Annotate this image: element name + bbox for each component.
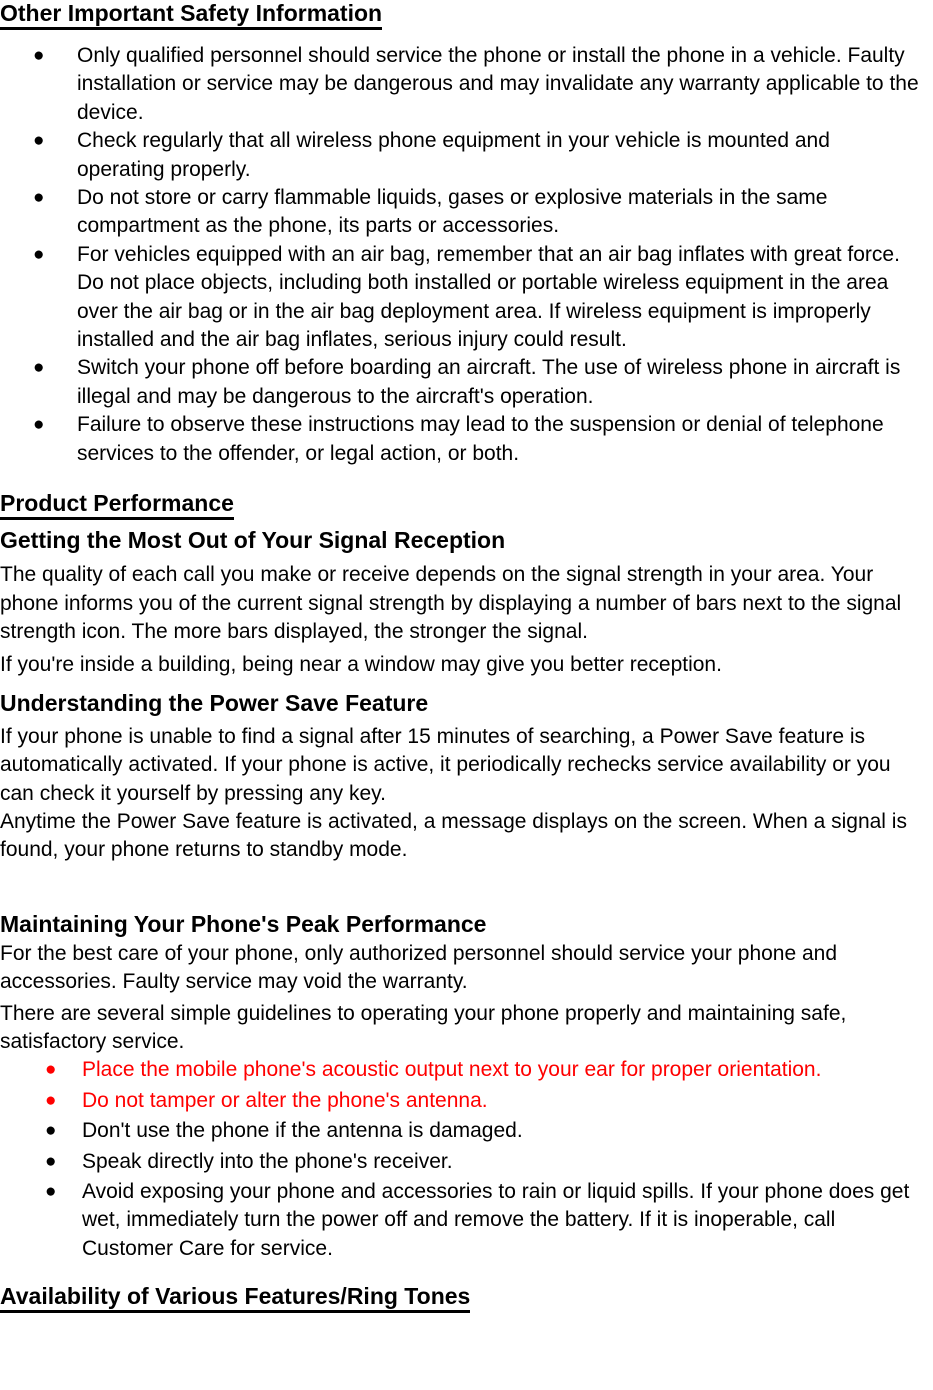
list-item — [0, 127, 933, 184]
list-item — [0, 42, 933, 127]
subheading-power-save: Understanding the Power Save Feature — [0, 689, 429, 716]
paragraph-signal-quality: The quality of each call you make or receive depends on the signal strength in your area. Your phone informs you of the current signal strength by displaying a number of bars next to the signal strength icon. The more bars displayed, the stronger the signal. — [0, 563, 902, 643]
list-item-text: Speak directly into the phone's receiver. — [82, 1149, 453, 1173]
list-item-text: For vehicles equipped with an air bag, remember that an air bag inflates with great force. Do not place objects, including both installed or portable wireless equipment in the area over the air bag or in the air bag deployment area. If wireless equipment is improperly installed and the air bag inflates, serious injury could result. — [77, 242, 900, 352]
subheading-signal-reception: Getting the Most Out of Your Signal Reception — [0, 527, 506, 554]
list-item-text: Don't use the phone if the antenna is damaged. — [82, 1119, 523, 1143]
bullet-icon: ● — [33, 130, 45, 152]
paragraph-power-save-2: Anytime the Power Save feature is activated, a message displays on the screen. When a signal is found, your phone returns to standby mode. — [0, 809, 907, 862]
bullet-icon: ● — [45, 1089, 57, 1111]
list-item — [0, 241, 933, 355]
bullet-icon: ● — [33, 45, 45, 66]
heading-underline-text: Availability of Various Features/Ring Tones — [0, 1283, 470, 1313]
bullet-icon: ● — [33, 187, 45, 209]
list-item — [0, 411, 933, 468]
list-item-text: Check regularly that all wireless phone equipment in your vehicle is mounted and operating properly. — [77, 129, 830, 181]
list-item-text: Do not store or carry flammable liquids, gases or explosive materials in the same compartment as the phone, its parts or accessories. — [77, 186, 828, 238]
list-item — [0, 1087, 933, 1115]
bullet-icon: ● — [45, 1059, 57, 1081]
bullet-icon: ● — [33, 243, 45, 265]
heading-other-important-safety-information — [0, 0, 933, 30]
heading-availability-features-ring-tones — [0, 1283, 933, 1313]
paragraph-window-reception: If you're inside a building, being near a window may give you better reception. — [0, 653, 722, 677]
paragraph-peak-2: There are several simple guidelines to operating your phone properly and maintaining safe, satisfactory service. — [0, 1001, 847, 1053]
list-item — [0, 1117, 933, 1145]
list-item-text: Place the mobile phone's acoustic output next to your ear for proper orientation. — [82, 1058, 822, 1082]
guidelines-bullet-list — [0, 1056, 933, 1263]
list-item-text: Switch your phone off before boarding an aircraft. The use of wireless phone in aircraft is illegal and may be dangerous to the aircraft's operation. — [77, 356, 901, 408]
bullet-icon: ● — [45, 1120, 57, 1142]
list-item-text: Only qualified personnel should service the phone or install the phone in a vehicle. Faulty installation or service may be dangerous and may invalidate any warranty applicable to the device. — [77, 44, 919, 124]
list-item — [0, 1148, 933, 1176]
bullet-icon: ● — [45, 1181, 57, 1202]
heading-underline-text: Product Performance — [0, 490, 234, 520]
paragraph-peak-1: For the best care of your phone, only authorized personnel should service your phone and accessories. Faulty service may void the warranty. — [0, 941, 838, 994]
list-item — [0, 1056, 933, 1084]
safety-bullet-list — [0, 42, 933, 468]
subheading-peak-performance: Maintaining Your Phone's Peak Performance — [0, 910, 487, 937]
list-item — [0, 1178, 933, 1263]
list-item — [0, 354, 933, 411]
heading-product-performance — [0, 490, 933, 520]
bullet-icon: ● — [33, 414, 45, 436]
list-item-text: Avoid exposing your phone and accessories to rain or liquid spills. If your phone does get wet, immediately turn the power off and remove the battery. If it is inoperable, call Customer Care for service. — [82, 1180, 910, 1260]
paragraph-power-save-1: If your phone is unable to find a signal after 15 minutes of searching, a Power Save feature is automatically activated. If your phone is active, it periodically rechecks service availability or you can check it yourself by pressing any key. — [0, 724, 891, 805]
heading-underline-text: Other Important Safety Information — [0, 0, 382, 30]
list-item — [0, 184, 933, 241]
bullet-icon: ● — [33, 357, 45, 379]
list-item-text: Failure to observe these instructions may lead to the suspension or denial of telephone services to the offender, or legal action, or both. — [77, 413, 884, 465]
list-item-text: Do not tamper or alter the phone's antenna. — [82, 1088, 488, 1112]
bullet-icon: ● — [45, 1150, 57, 1172]
